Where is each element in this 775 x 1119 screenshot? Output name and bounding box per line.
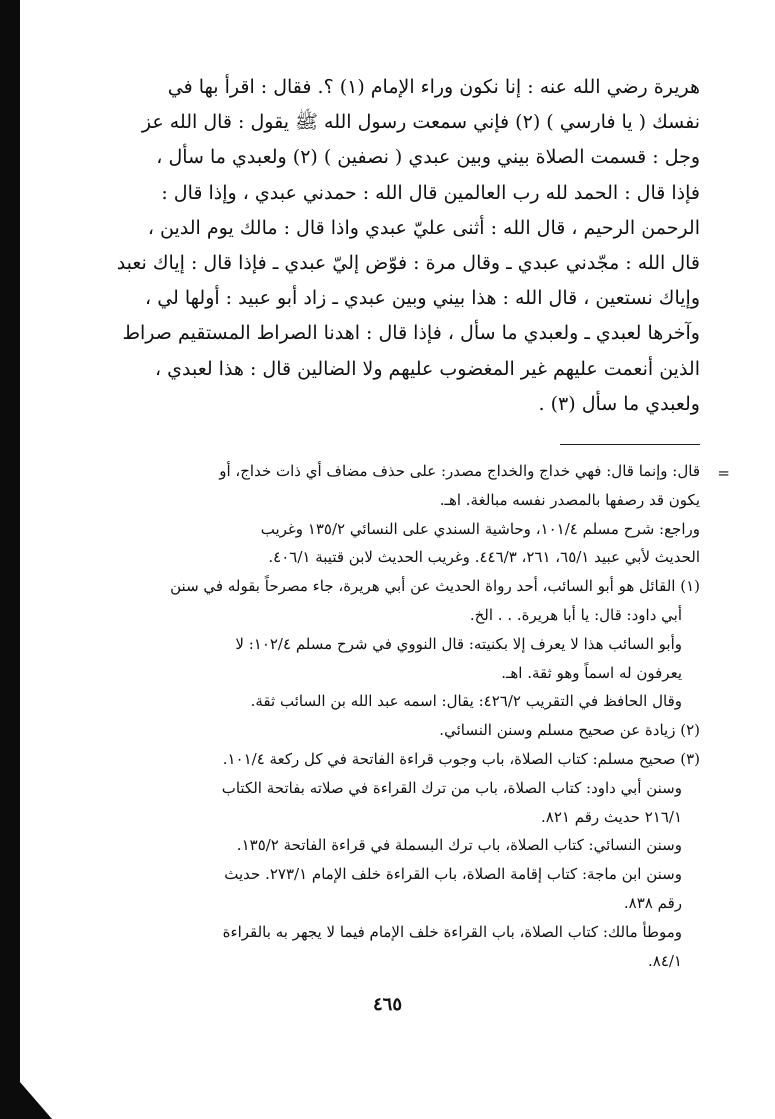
footnote-line: وسنن ابن ماجة: كتاب إقامة الصلاة، باب القراءة خلف الإمام ٢٧٣/١. حديث bbox=[224, 865, 682, 884]
main-line: وإياك نستعين ، قال الله : هذا بيني وبين عبدي ـ زاد أبو عبيد : أولها لي ، bbox=[145, 287, 700, 310]
footnote-1: (١) القائل هو أبو السائب، أحد رواة الحديث عن أبي هريرة، جاء مصرحاً بقوله في سنن bbox=[170, 577, 700, 596]
main-line: نفسك ( يا فارسي ) (٢) فإني سمعت رسول الله ﷺ يقول : قال الله عز bbox=[141, 111, 700, 134]
footnote-line: وأبو السائب هذا لا يعرف إلا بكنيته: قال النووي في شرح مسلم ١٠٢/٤: لا bbox=[235, 634, 682, 653]
footnote-line: ٨٤/١. bbox=[647, 951, 682, 970]
main-line: الذين أنعمت عليهم غير المغضوب عليهم ولا الضالين قال : هذا لعبدي ، bbox=[154, 357, 700, 380]
footnote-2: (٢) زيادة عن صحيح مسلم وسنن النسائي. bbox=[439, 721, 700, 740]
footnote-line: وقال الحافظ في التقريب ٤٢٦/٢: يقال: اسمه عبد الله بن السائب ثقة. bbox=[250, 692, 682, 711]
main-line: وجل : قسمت الصلاة بيني وبين عبدي ( نصفين ) (٢) ولعبدي ما سأل ، bbox=[156, 146, 700, 169]
main-line: الرحمن الرحيم ، قال الله : أثنى عليّ عبدي واذا قال : مالك يوم الدين ، bbox=[147, 216, 700, 239]
main-line: ولعبدي ما سأل (٣) . bbox=[538, 392, 700, 415]
footnote-separator bbox=[560, 444, 700, 445]
page-body bbox=[110, 70, 730, 975]
main-line: هريرة رضي الله عنه : إنا نكون وراء الإمام (١) ؟. فقال : اقرأ بها في bbox=[167, 76, 700, 98]
footnote-line: يعرفون له اسماً وهو ثقة. اهـ. bbox=[501, 663, 682, 682]
continuation-mark: = bbox=[717, 464, 730, 483]
footnote-3: (٣) صحيح مسلم: كتاب الصلاة، باب وجوب قراءة الفاتحة في كل ركعة ١٠١/٤. bbox=[222, 750, 700, 768]
footnote-line: وراجع: شرح مسلم ١٠١/٤، وحاشية السندي على النسائي ١٣٥/٢ وغريب bbox=[260, 519, 700, 538]
footnote-line: أبي داود: قال: يا أبا هريرة. . . الخ. bbox=[469, 606, 682, 625]
main-line: فإذا قال : الحمد لله رب العالمين قال الله : حمدني عبدي ، وإذا قال : bbox=[161, 181, 700, 204]
footnote-line: ٢١٦/١ حديث رقم ٨٢١. bbox=[541, 807, 682, 826]
footnote-line: الحديث لأبي عبيد ٦٥/١، ٢٦١، ٤٤٦/٣. وغريب الحديث لابن قتيبة ٤٠٦/١. bbox=[268, 548, 700, 567]
footnote-line: وموطأ مالك: كتاب الصلاة، باب القراءة خلف الإمام فيما لا يجهر به بالقراءة bbox=[222, 922, 682, 941]
main-line: قال الله : مجّدني عبدي ـ وقال مرة : فوّض إليّ عبدي ـ فإذا قال : إياك نعبد bbox=[116, 252, 700, 275]
scan-corner-shadow bbox=[0, 1059, 52, 1119]
footnotes bbox=[110, 457, 730, 975]
footnote-line: وسنن أبي داود: كتاب الصلاة، باب من ترك القراءة في صلاته بفاتحة الكتاب bbox=[221, 778, 682, 797]
footnote-line: وسنن النسائي: كتاب الصلاة، باب ترك البسملة في قراءة الفاتحة ١٣٥/٢. bbox=[236, 836, 682, 855]
main-line: وآخرها لعبدي ـ ولعبدي ما سأل ، فإذا قال : اهدنا الصراط المستقيم صراط bbox=[122, 322, 700, 345]
main-text bbox=[110, 70, 700, 422]
scan-left-edge bbox=[0, 0, 20, 1119]
footnote-line: يكون قد رصفها بالمصدر نفسه مبالغة. اهـ. bbox=[439, 490, 700, 509]
footnote-line: قال: وإنما قال: فهي خداج والخداج مصدر: على حذف مضاف أي ذات خداج، أو bbox=[219, 462, 700, 481]
footnote-line: رقم ٨٣٨. bbox=[623, 893, 682, 912]
page-number: ٤٦٥ bbox=[372, 994, 402, 1015]
